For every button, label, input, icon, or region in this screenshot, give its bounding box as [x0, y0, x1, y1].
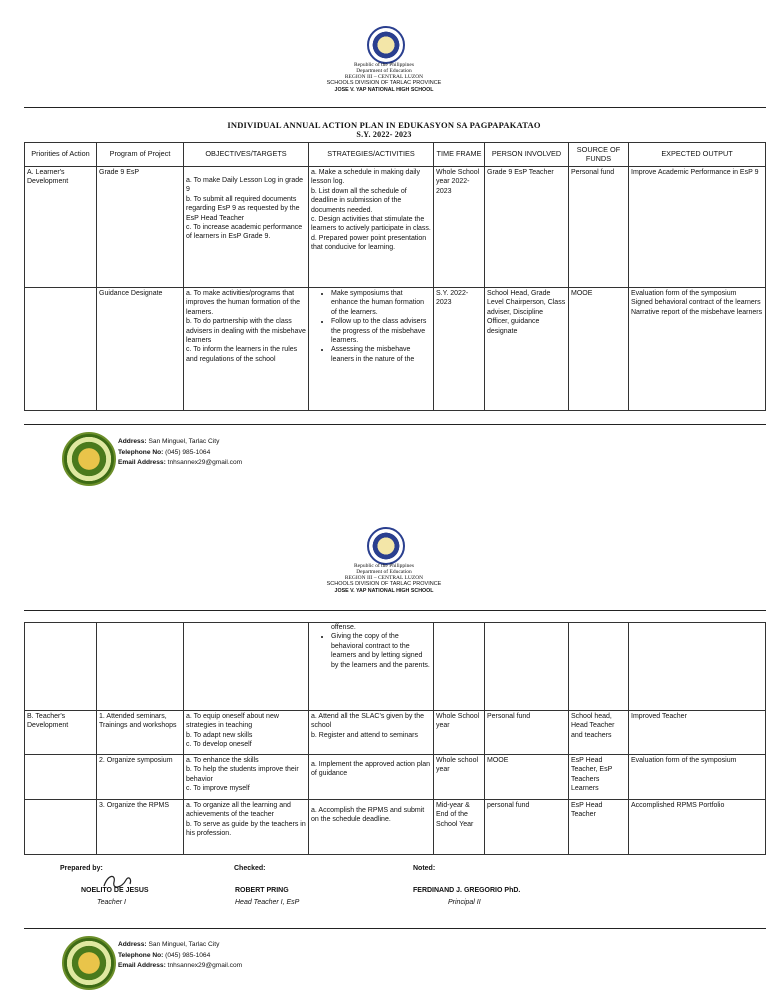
col-header: Priorities of Action — [25, 143, 97, 167]
funds-cell: MOOE — [569, 288, 629, 411]
person-cell: Personal fund — [485, 711, 569, 755]
objectives-cell: a. To enhance the skills b. To help the students improve their behavior c. To improve myself — [184, 755, 309, 800]
header-line: Republic of the Philippines — [353, 563, 415, 569]
output-cell: Accomplished RPMS Portfolio — [629, 800, 766, 855]
action-plan-table-continued — [24, 622, 766, 855]
header-line: Republic of the Philippines — [353, 62, 415, 68]
priority-cell — [25, 288, 97, 411]
col-header: OBJECTIVES/TARGETS — [184, 143, 309, 167]
time-cell: Mid-year & End of the School Year — [434, 800, 485, 855]
funds-cell: EsP Head Teacher, EsP Teachers Learners — [569, 755, 629, 800]
col-header: PERSON INVOLVED — [485, 143, 569, 167]
noted-label: Noted: — [413, 865, 436, 872]
header-school: JOSE V. YAP NATIONAL HIGH SCHOOL — [334, 588, 434, 594]
header-line: REGION III – CENTRAL LUZON — [344, 74, 424, 80]
list-item: • Giving the copy of the behavioral contract to the learners and by letting signed by the learners and the parents. — [331, 632, 431, 670]
person-cell: Grade 9 EsP Teacher — [485, 167, 569, 288]
col-header: STRATEGIES/ACTIVITIES — [309, 143, 434, 167]
noted-name: FERDINAND J. GREGORIO PhD. — [413, 887, 521, 894]
checked-label: Checked: — [234, 865, 266, 872]
funds-cell: Personal fund — [569, 167, 629, 288]
action-plan-table — [24, 142, 766, 411]
col-header: TIME FRAME — [434, 143, 485, 167]
checked-role: Head Teacher I, EsP — [235, 899, 300, 906]
list-item: • Follow up to the class advisers the progress of the misbehave learners. — [331, 317, 431, 345]
header-division: SCHOOLS DIVISION OF TARLAC PROVINCE — [326, 581, 442, 587]
program-cell: 1. Attended seminars, Trainings and workshops — [97, 711, 184, 755]
header-school: JOSE V. YAP NATIONAL HIGH SCHOOL — [334, 87, 434, 93]
footer-rule — [24, 424, 766, 425]
program-cell: Guidance Designate — [97, 288, 184, 411]
strategies-cell: offense. • Giving the copy of the behavioral contract to the learners and by letting signed by the learners and the parents. — [309, 623, 434, 711]
header-line: REGION III – CENTRAL LUZON — [344, 575, 424, 581]
page-title: INDIVIDUAL ANNUAL ACTION PLAN IN EDUKASYON SA PAGPAPAKATAO — [227, 120, 541, 130]
strategies-cell: a. Implement the approved action plan of guidance — [309, 755, 434, 800]
col-header: EXPECTED OUTPUT — [629, 143, 766, 167]
output-cell: Evaluation form of the symposium Signed behavioral contract of the learners Narrative report of the misbehave learners — [629, 288, 766, 411]
person-cell: personal fund — [485, 800, 569, 855]
table-row — [25, 288, 766, 411]
col-header: SOURCE OF FUNDS — [569, 143, 629, 167]
output-cell: Improved Teacher — [629, 711, 766, 755]
prepared-label: Prepared by: — [60, 865, 103, 872]
table-row — [25, 755, 766, 800]
priority-cell: B. Teacher's Development — [25, 711, 97, 755]
table-row — [25, 800, 766, 855]
table-row — [25, 623, 766, 711]
header-line: Department of Education — [356, 68, 412, 74]
program-cell: 2. Organize symposium — [97, 755, 184, 800]
checked-name: ROBERT PRING — [235, 887, 289, 894]
footer-contact: Address: San Minguel, Tarlac City Telephone No: (045) 985-1064 Email Address: tnhsannex29@gmail.com — [118, 438, 243, 466]
list-item: • Make symposiums that enhance the human formation of the learners. — [331, 289, 431, 317]
header-division: SCHOOLS DIVISION OF TARLAC PROVINCE — [326, 80, 442, 86]
deped-seal-icon — [367, 26, 405, 64]
table-row — [25, 711, 766, 755]
list-item: • Assessing the misbehave leaners in the nature of the — [331, 345, 431, 364]
noted-role: Principal II — [448, 899, 481, 906]
priority-cell: A. Learner's Development — [25, 167, 97, 288]
header-line: Department of Education — [356, 569, 412, 575]
header-rule — [24, 107, 766, 108]
objectives-cell: a. To organize all the learning and achievements of the teacher b. To serve as guide by the teachers in his profession. — [184, 800, 309, 855]
footer-contact: Address: San Minguel, Tarlac City Telephone No: (045) 985-1064 Email Address: tnhsannex29@gmail.com — [118, 941, 243, 969]
time-cell: S.Y. 2022-2023 — [434, 288, 485, 411]
footer-rule — [24, 928, 766, 929]
objectives-cell: a. To make activities/programs that improves the human formation of the learners. b. To do partnership with the class advisers in dealing with the misbehave learners c. To inform the learners in the rules and regulations of the school — [184, 288, 309, 411]
strategies-cell: a. Accomplish the RPMS and submit on the schedule deadline. — [309, 800, 434, 855]
school-logo-icon — [62, 432, 116, 486]
deped-seal-icon — [367, 527, 405, 565]
time-cell: Whole school year — [434, 755, 485, 800]
header-rule — [24, 610, 766, 611]
output-cell: Evaluation form of the symposium — [629, 755, 766, 800]
funds-cell: EsP Head Teacher — [569, 800, 629, 855]
person-cell: MOOE — [485, 755, 569, 800]
prepared-name: NOELITO DE JESUS — [81, 887, 149, 894]
output-cell: Improve Academic Performance in EsP 9 — [629, 167, 766, 288]
col-header: Program of Project — [97, 143, 184, 167]
prepared-role: Teacher I — [97, 899, 126, 906]
priority-cell — [25, 800, 97, 855]
priority-cell — [25, 755, 97, 800]
time-cell: Whole School year 2022-2023 — [434, 167, 485, 288]
strategies-cell — [309, 288, 434, 411]
strategies-cell: a. Attend all the SLAC's given by the school b. Register and attend to seminars — [309, 711, 434, 755]
objectives-cell: a. To make Daily Lesson Log in grade 9 b. To submit all required documents regarding EsP 9 as requested by the EsP Head Teacher c. To increase academic performance of learners in EsP Grade 9. — [184, 167, 309, 288]
time-cell: Whole School year — [434, 711, 485, 755]
table-row — [25, 167, 766, 288]
school-year: S.Y. 2022- 2023 — [356, 130, 412, 139]
funds-cell: School head, Head Teacher and teachers — [569, 711, 629, 755]
school-logo-icon — [62, 936, 116, 990]
program-cell: 3. Organize the RPMS — [97, 800, 184, 855]
objectives-cell: a. To equip oneself about new strategies in teaching b. To adapt new skills c. To develop oneself — [184, 711, 309, 755]
strategies-cell: a. Make a schedule in making daily lesson log. b. List down all the schedule of deadline in submission of the documents needed. c. Design activities that stimulate the learners to actively participate in class. d. Prepared power point presentation that conducive for learning. — [309, 167, 434, 288]
person-cell: School Head, Grade Level Chairperson, Class adviser, Discipline Officer, guidance designate — [485, 288, 569, 411]
program-cell: Grade 9 EsP — [97, 167, 184, 288]
